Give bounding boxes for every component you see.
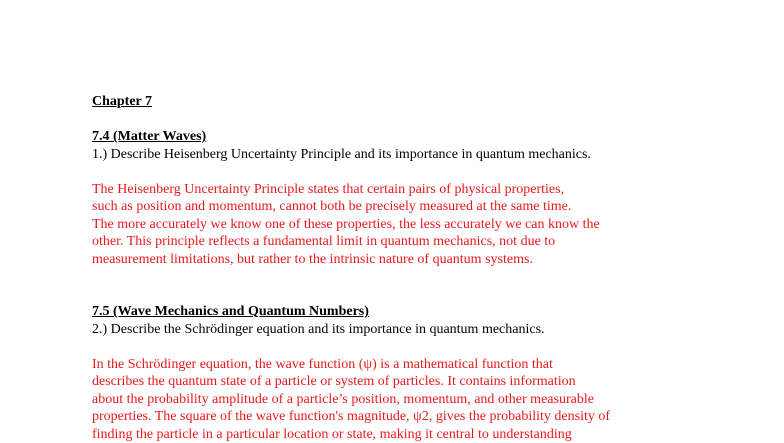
answer-line: finding the particle in a particular location or state, making it central to understanding: [92, 426, 772, 443]
section-heading: 7.4 (Matter Waves): [92, 128, 772, 146]
answer-line: about the probability amplitude of a particle’s position, momentum, and other measurable: [92, 391, 772, 409]
answer-line: describes the quantum state of a particle or system of particles. It contains information: [92, 373, 772, 391]
answer-line: such as position and momentum, cannot both be precisely measured at the same time.: [92, 198, 772, 216]
answer-line: other. This principle reflects a fundamental limit in quantum mechanics, not due to: [92, 233, 772, 251]
answer-line: The more accurately we know one of these properties, the less accurately we can know the: [92, 216, 772, 234]
spacer: [92, 268, 772, 303]
section-heading: 7.5 (Wave Mechanics and Quantum Numbers): [92, 303, 772, 321]
question-text: 2.) Describe the Schrödinger equation and its importance in quantum mechanics.: [92, 321, 772, 339]
spacer: [92, 111, 772, 129]
answer-line: properties. The square of the wave function's magnitude, ψ2, gives the probability density of: [92, 408, 772, 426]
answer-line: measurement limitations, but rather to the intrinsic nature of quantum systems.: [92, 251, 772, 269]
answer-line: The Heisenberg Uncertainty Principle states that certain pairs of physical properties,: [92, 181, 772, 199]
spacer: [92, 163, 772, 181]
spacer: [92, 338, 772, 356]
document-page: [92, 93, 772, 443]
answer-line: In the Schrödinger equation, the wave function (ψ) is a mathematical function that: [92, 356, 772, 374]
chapter-title: Chapter 7: [92, 93, 772, 111]
question-text: 1.) Describe Heisenberg Uncertainty Principle and its importance in quantum mechanics.: [92, 146, 772, 164]
